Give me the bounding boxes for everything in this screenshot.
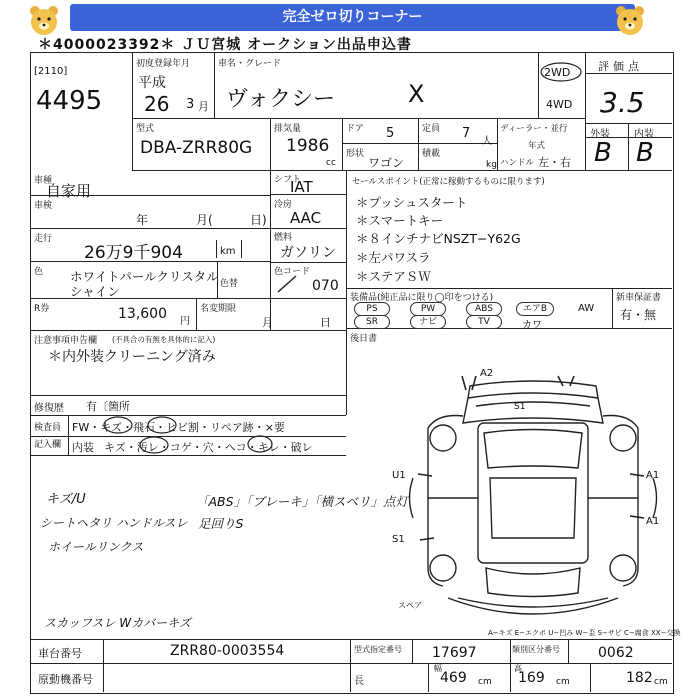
warranty-value: 有・無	[620, 308, 657, 322]
width-unit: cm	[556, 677, 570, 687]
fuel-value: ガソリン	[280, 245, 336, 261]
drive-2wd-circle	[538, 60, 585, 84]
damage-mark-a1-right-2: A1	[646, 516, 660, 527]
model-designation-label: 型式指定番号	[354, 645, 402, 654]
equipment-label: 装備品(純正品に限り◯印をつける)	[350, 293, 494, 303]
inspector-fw-line: FW・キズ・飛石・ヒビ割・リペア跡・×要	[72, 421, 285, 434]
inspector-int-label: 内装	[72, 441, 94, 454]
registration-year: 26	[144, 92, 170, 116]
usage-value: 自家用	[46, 182, 92, 200]
sales-point-item: ＊プッシュスタート	[356, 195, 468, 210]
model-value: DBA-ZRR80G	[140, 138, 253, 158]
sheet-code: [2110]	[34, 66, 68, 77]
sales-points-label: セールスポイント(正常に稼動するものに限ります)	[352, 177, 545, 187]
rear-label: 後日書	[350, 334, 378, 344]
length-value: 469	[440, 670, 467, 686]
shift-label: シフト	[274, 175, 302, 185]
color-code-slash	[272, 272, 306, 296]
dealer-label: ディーラー・並行	[500, 124, 568, 134]
class-value: 0062	[598, 645, 634, 661]
engine-label: 原動機番号	[38, 673, 93, 686]
aircon-label: 冷房	[274, 200, 293, 210]
equipment-pw: PW	[410, 302, 446, 316]
exterior-grade: B	[594, 138, 612, 168]
capacity-label: 定員	[422, 124, 441, 134]
equipment-abs: ABS	[466, 302, 502, 316]
header-line: ＊4000023392＊ ＪＵ宮城 オークション出品申込書	[38, 37, 412, 53]
doors-value: 5	[386, 126, 395, 141]
handle-label: ハンドル	[500, 158, 535, 168]
handwritten-right-2: 足回りS	[198, 516, 244, 531]
dealer-year-label: 年式	[528, 141, 546, 151]
name-change-month: 月	[262, 316, 273, 329]
handle-value: 左・右	[538, 156, 571, 169]
spare-label: スペア	[398, 601, 422, 610]
color-label: 色	[34, 267, 44, 277]
sales-point-item: ＊左パワスラ	[356, 250, 431, 265]
shift-value: IAT	[290, 178, 313, 196]
interior-grade: B	[636, 138, 654, 168]
chassis-value: ZRR80-0003554	[170, 643, 285, 659]
equipment-airbag: エアB	[516, 302, 554, 316]
inspector-int-line: キズ・汚レ・コゲ・穴・ヘコ・キレ・破レ	[104, 441, 313, 454]
aircon-value: AAC	[290, 209, 322, 227]
equipment-ps: PS	[354, 302, 390, 316]
inspector-circles	[96, 414, 186, 456]
car-grade: X	[408, 80, 425, 108]
recycle-label: R券	[34, 304, 50, 314]
mileage-value: 26万9千904	[84, 243, 183, 263]
damage-mark-u1: U1	[392, 470, 406, 481]
model-label: 型式	[136, 124, 155, 134]
sales-point-item: ＊スマートキー	[356, 213, 444, 228]
handwritten-left-3: ホイールリンクス	[48, 540, 144, 554]
mileage-unit: km	[220, 246, 236, 257]
mileage-label: 走行	[34, 234, 53, 244]
interior-label: 内装	[634, 129, 654, 140]
color-code: 070	[312, 278, 339, 294]
equipment-aw: AW	[578, 303, 595, 314]
inspector-label-2: 記入欄	[34, 440, 62, 450]
width-label: 幅	[434, 664, 442, 673]
displacement-value: 1986	[286, 136, 330, 156]
inspector-circle-heko	[246, 434, 276, 454]
height-label: 高	[514, 664, 522, 673]
drive-2wd: 2WD	[544, 66, 571, 79]
page-banner: 完全ゼロ切りコーナー	[70, 4, 635, 31]
length-label: 長	[354, 676, 364, 687]
notes-value: ＊内外装クリーニング済み	[48, 349, 216, 365]
score-value: 3.5	[600, 86, 645, 119]
damage-mark-s1-left: S1	[392, 534, 405, 545]
inspection-label: 車検	[34, 201, 53, 211]
color-value-1: ホワイトパールクリスタル	[70, 269, 219, 284]
exterior-label: 外装	[590, 129, 610, 140]
damage-legend: A−キズ E−エクボ U−凹み W−歪 S−サビ C−腐食 XX−交換	[488, 629, 681, 637]
inspector-label-1: 検査員	[34, 423, 62, 433]
warranty-label: 新車保証書	[616, 293, 662, 303]
lot-number: 4495	[36, 86, 103, 116]
shape-label: 形状	[346, 149, 365, 159]
height-value: 182	[626, 670, 653, 686]
fuel-label: 燃料	[274, 233, 293, 243]
equipment-navi: ナビ	[410, 315, 446, 329]
damage-mark-a1-right: A1	[646, 470, 660, 481]
recycle-value: 13,600	[118, 306, 167, 322]
damage-mark-top: A2	[480, 368, 494, 379]
handwritten-left-1: キズ/U	[46, 492, 86, 507]
bear-mascot-icon	[612, 3, 648, 39]
load-unit: kg	[486, 160, 497, 170]
equipment-leather: カワ	[522, 320, 542, 331]
displacement-label: 排気量	[274, 124, 302, 134]
score-label: 評価点	[598, 60, 643, 73]
car-diagram	[398, 368, 668, 633]
handwritten-right-1: 「ABS」「ブレーキ」「横スベリ」点灯	[196, 494, 409, 509]
doors-label: ドア	[346, 124, 364, 134]
registration-month-unit: 月	[198, 100, 209, 113]
displacement-unit: cc	[326, 158, 336, 168]
inspection-month-unit: 月(	[196, 213, 213, 227]
handwritten-left-4: スカッフスレ Wカバーキズ	[44, 616, 191, 630]
damage-mark-s1-top: S1	[514, 402, 526, 412]
usage-label: 車種	[34, 176, 53, 186]
car-name: ヴォクシー	[226, 87, 336, 112]
sales-point-item: ＊８インチナビNSZT−Y62G	[356, 231, 521, 246]
capacity-unit: 人	[482, 136, 492, 147]
repair-label: 修復歴	[34, 403, 64, 414]
registration-era: 平成	[138, 75, 166, 91]
handwritten-left-2: シートヘタリ ハンドルスレ	[40, 516, 188, 530]
color-change-label: 色替	[220, 279, 239, 289]
chassis-label: 車台番号	[38, 647, 82, 660]
inspection-day-unit: 日)	[250, 213, 267, 227]
name-change-label: 名変期限	[200, 304, 237, 314]
class-label: 類別区分番号	[512, 645, 560, 654]
model-designation-value: 17697	[432, 645, 477, 661]
car-name-label: 車名・グレード	[218, 59, 282, 69]
registration-label: 初度登録年月	[136, 59, 191, 69]
color-value-2: シャイン	[70, 284, 120, 299]
recycle-unit: 円	[180, 316, 190, 327]
name-change-day: 日	[320, 316, 331, 329]
height-unit: cm	[654, 677, 668, 687]
drive-4wd: 4WD	[546, 98, 573, 111]
shape-value: ワゴン	[368, 156, 405, 170]
inspection-year-unit: 年	[136, 213, 149, 227]
equipment-sr: SR	[354, 315, 390, 329]
notes-sub: (不具合の有無を具体的に記入)	[112, 335, 216, 344]
notes-label: 注意事項申告欄	[34, 336, 98, 346]
repair-value: 有〔箇所	[86, 400, 130, 413]
load-label: 積載	[422, 149, 441, 159]
equipment-tv: TV	[466, 315, 502, 329]
registration-month: 3	[186, 97, 195, 112]
sales-point-item: ＊ステアＳＷ	[356, 269, 431, 284]
length-unit: cm	[478, 677, 492, 687]
width-value: 169	[518, 670, 545, 686]
color-code-label: 色コード	[274, 267, 311, 277]
capacity-value: 7	[462, 126, 471, 141]
